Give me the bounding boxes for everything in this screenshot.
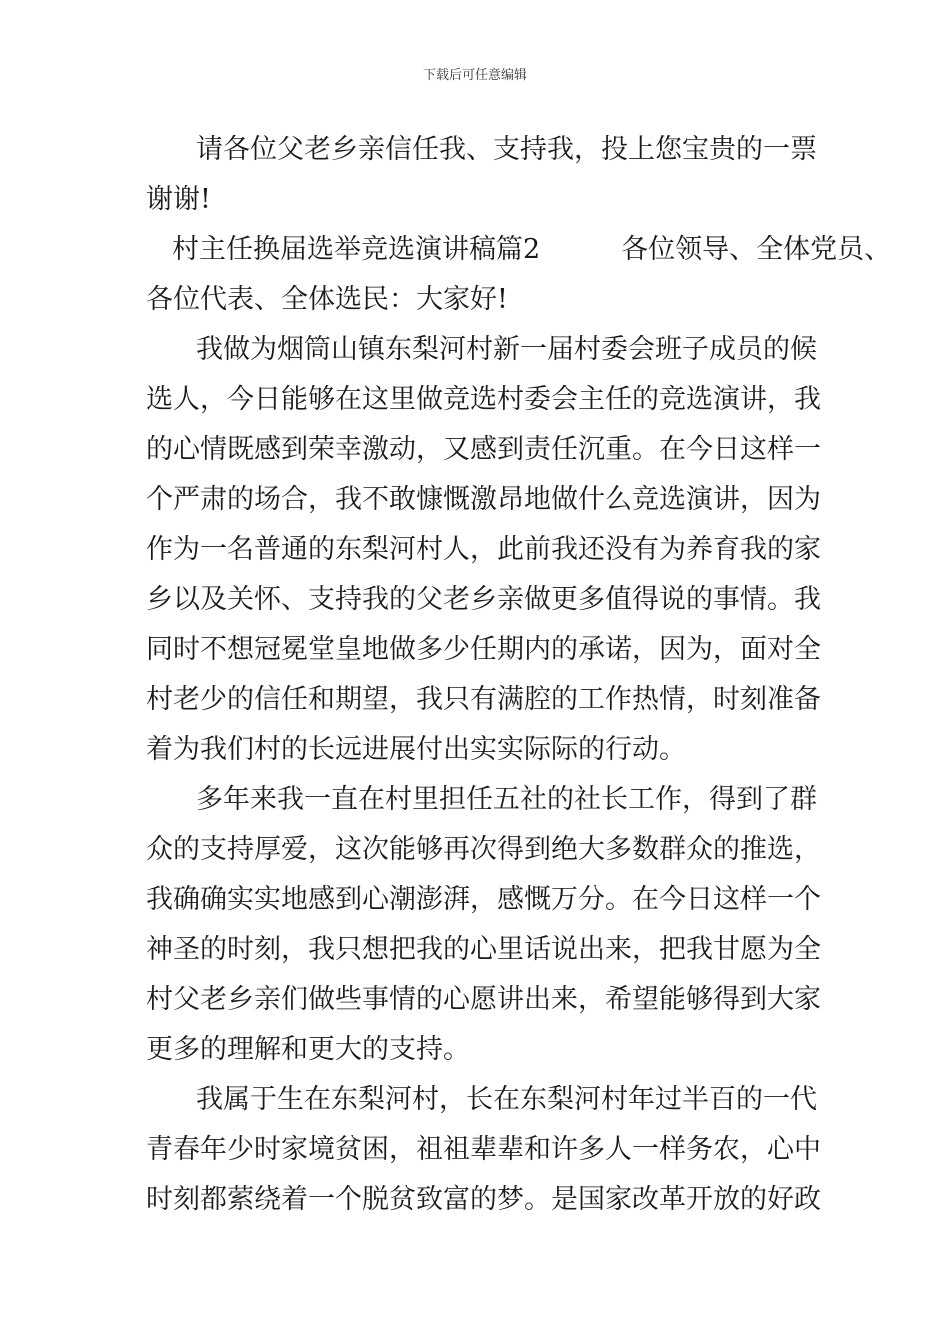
text-line: 村父老乡亲们做些事情的心愿讲出来，希望能够得到大家 (146, 984, 821, 1015)
header-note: 下载后可任意编辑 (422, 68, 527, 83)
text-line: 个严肃的场合，我不敢慷慨激昂地做什么竞选演讲，因为 (146, 484, 821, 515)
text-line: 的心情既感到荣幸激动，又感到责任沉重。在今日这样一 (146, 434, 821, 465)
text-line: 更多的理解和更大的支持。 (146, 1034, 470, 1065)
text-line: 神圣的时刻，我只想把我的心里话说出来，把我甘愿为全 (146, 934, 821, 965)
text-line: 我属于生在东梨河村，长在东梨河村年过半百的一代 (196, 1084, 817, 1115)
text-line: 选人，今日能够在这里做竞选村委会主任的竞选演讲，我 (146, 384, 821, 415)
text-line: 青春年少时家境贫困，祖祖辈辈和许多人一样务农，心中 (146, 1134, 821, 1165)
text-line: 着为我们村的长远进展付出实实际际的行动。 (146, 734, 686, 765)
text-line: 我确确实实地感到心潮澎湃，感慨万分。在今日这样一个 (146, 884, 821, 915)
text-line: 时刻都萦绕着一个脱贫致富的梦。是国家改革开放的好政 (146, 1184, 821, 1215)
text-line: 各位代表、全体选民：大家好! (146, 284, 508, 315)
text-line: 同时不想冠冕堂皇地做多少任期内的承诺，因为，面对全 (146, 634, 821, 665)
text-line: 谢谢! (146, 184, 211, 215)
text-line: 请各位父老乡亲信任我、支持我，投上您宝贵的一票 (196, 134, 817, 165)
text-line: 众的支持厚爱，这次能够再次得到绝大多数群众的推选， (146, 834, 821, 865)
text-line: 村主任换届选举竞选演讲稿篇2 各位领导、全体党员、 (172, 234, 892, 265)
text-line: 乡以及关怀、支持我的父老乡亲做更多值得说的事情。我 (146, 584, 821, 615)
text-line: 作为一名普通的东梨河村人，此前我还没有为养育我的家 (146, 534, 821, 565)
text-line: 我做为烟筒山镇东梨河村新一届村委会班子成员的候 (196, 334, 817, 365)
text-line: 村老少的信任和期望，我只有满腔的工作热情，时刻准备 (146, 684, 821, 715)
text-line: 多年来我一直在村里担任五社的社长工作，得到了群 (196, 784, 817, 815)
